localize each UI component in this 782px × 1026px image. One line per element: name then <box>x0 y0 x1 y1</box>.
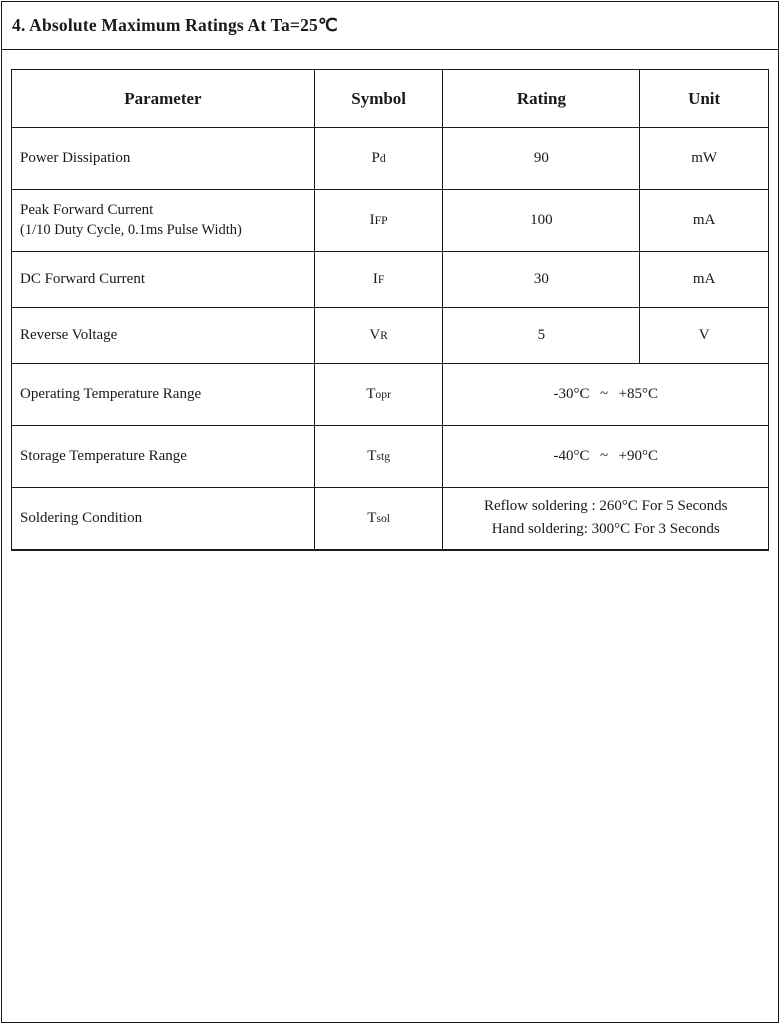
parameter-name: Storage Temperature Range <box>20 448 187 464</box>
rating-cell <box>443 488 769 550</box>
table-row <box>12 190 769 252</box>
symbol-subscript: R <box>380 329 388 342</box>
symbol-main: V <box>369 327 381 343</box>
parameter-name: Soldering Condition <box>20 509 143 526</box>
symbol-subscript: FP <box>374 214 388 227</box>
header-unit: Unit <box>640 70 769 128</box>
symbol-subscript: d <box>379 152 386 165</box>
parameter-cell <box>12 426 315 488</box>
table-header-row <box>12 70 769 128</box>
symbol-cell <box>314 190 443 252</box>
symbol-cell <box>314 488 443 550</box>
parameter-name: Reverse Voltage <box>20 327 118 343</box>
table-row <box>12 426 769 488</box>
unit-cell: mA <box>640 190 769 252</box>
rating-cell: -30°C ~ +85°C <box>443 364 769 426</box>
parameter-name: Peak Forward Current <box>20 202 154 218</box>
ratings-table-container <box>11 69 769 551</box>
symbol-main: I <box>372 271 378 287</box>
table-row <box>12 128 769 190</box>
section-title-bar <box>2 2 778 50</box>
parameter-name: Power Dissipation <box>20 150 131 166</box>
symbol-cell <box>314 364 443 426</box>
symbol-main: P <box>371 150 380 166</box>
parameter-cell <box>12 364 315 426</box>
datasheet-page <box>1 1 779 1023</box>
header-symbol: Symbol <box>314 70 443 128</box>
symbol-cell <box>314 252 443 308</box>
page-title: 4. Absolute Maximum Ratings At Ta=25℃ <box>12 15 338 35</box>
symbol-main: T <box>367 448 377 464</box>
unit-cell: mA <box>640 252 769 308</box>
symbol-main: I <box>369 212 375 228</box>
symbol-main: T <box>367 509 377 526</box>
unit-cell: mW <box>640 128 769 190</box>
parameter-cell <box>12 488 315 550</box>
symbol-cell <box>314 128 443 190</box>
table-row <box>12 252 769 308</box>
symbol-subscript: stg <box>376 450 391 463</box>
symbol-main: T <box>366 386 376 402</box>
rating-cell: -40°C ~ +90°C <box>443 426 769 488</box>
rating-cell: 30 <box>443 252 640 308</box>
parameter-name: Operating Temperature Range <box>20 386 202 402</box>
symbol-cell <box>314 426 443 488</box>
header-rating: Rating <box>443 70 640 128</box>
table-row <box>12 308 769 364</box>
rating-cell: 100 <box>443 190 640 252</box>
parameter-cell <box>12 128 315 190</box>
symbol-cell <box>314 308 443 364</box>
parameter-name: DC Forward Current <box>20 271 145 287</box>
table-row <box>12 364 769 426</box>
rating-line-1: Reflow soldering : 260°C For 5 Seconds <box>483 498 728 514</box>
header-parameter: Parameter <box>12 70 315 128</box>
absolute-maximum-ratings-table <box>11 69 769 551</box>
unit-cell: V <box>640 308 769 364</box>
symbol-subscript: F <box>377 273 385 286</box>
symbol-subscript: sol <box>376 511 391 525</box>
table-row <box>12 488 769 550</box>
rating-line-2: Hand soldering: 300°C For 3 Seconds <box>491 521 720 538</box>
rating-cell: 5 <box>443 308 640 364</box>
parameter-cell <box>12 190 315 252</box>
parameter-cell <box>12 252 315 308</box>
parameter-cell <box>12 308 315 364</box>
symbol-subscript: opr <box>375 388 392 401</box>
parameter-note: (1/10 Duty Cycle, 0.1ms Pulse Width) <box>20 222 242 238</box>
rating-cell: 90 <box>443 128 640 190</box>
